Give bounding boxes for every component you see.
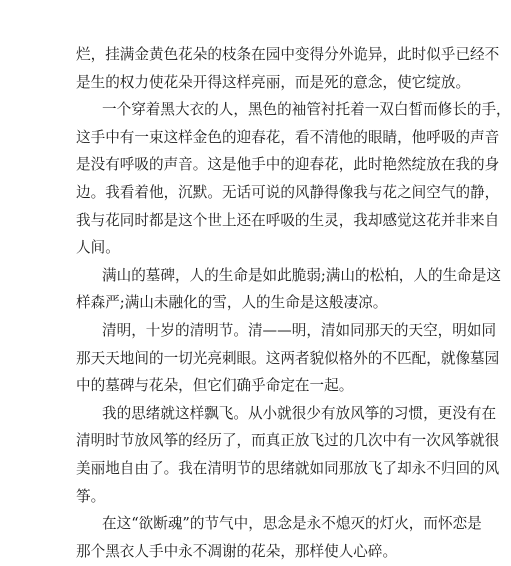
- text-line: 中的墓碑与花朵，但它们确乎命定在一起。: [76, 377, 354, 394]
- paragraph-first-line: 清明，十岁的清明节。清——明，清如同那天的天空，明如同: [102, 322, 497, 339]
- paragraph-first-line: 满山的墓碑，人的生命是如此脆弱;满山的松柏，人的生命是这: [102, 267, 501, 284]
- text-line: 这手中有一束这样金色的迎春花，看不清他的眼睛，他呼吸的声音: [76, 129, 500, 146]
- text-line: 是生的权力使花朵开得这样亮丽，而是死的意念，使它绽放。: [76, 74, 471, 91]
- text-line: 美丽地自由了。我在清明节的思绪就如同那放飞了却永不归回的风: [76, 460, 500, 477]
- text-line: 我与花同时都是这个世上还在呼吸的生灵，我却感觉这花并非来自: [76, 212, 500, 229]
- text-line: 烂，挂满金黄色花朵的枝条在园中变得分外诡异，此时似乎已经不: [76, 46, 500, 63]
- paragraph-first-line: 我的思绪就这样飘飞。从小就很少有放风筝的习惯，更没有在: [102, 405, 497, 422]
- text-line: 筝。: [76, 488, 106, 505]
- text-line: 边。我看着他，沉默。无话可说的风静得像我与花之间空气的静，: [76, 184, 500, 201]
- paragraph-first-line: 一个穿着黑大衣的人，黑色的袖管衬托着一双白皙而修长的手，: [102, 101, 511, 118]
- text-line: 是没有呼吸的声音。这是他手中的迎春花，此时艳然绽放在我的身: [76, 156, 500, 173]
- text-line: 清明时节放风筝的经历了，而真正放飞过的几次中有一次风筝就很: [76, 432, 500, 449]
- text-line: 那天天地间的一切光亮刺眼。这两者貌似格外的不匹配，就像墓园: [76, 350, 500, 367]
- paragraph-first-line: 在这“欲断魂”的节气中，思念是永不熄灭的灯火，而怀恋是: [102, 515, 482, 532]
- text-line: 样森严;满山未融化的雪，人的生命是这般凄凉。: [76, 294, 388, 311]
- text-line: 人间。: [76, 239, 120, 256]
- text-line: 那个黑衣人手中永不凋谢的花朵，那样使人心碎。: [76, 543, 398, 560]
